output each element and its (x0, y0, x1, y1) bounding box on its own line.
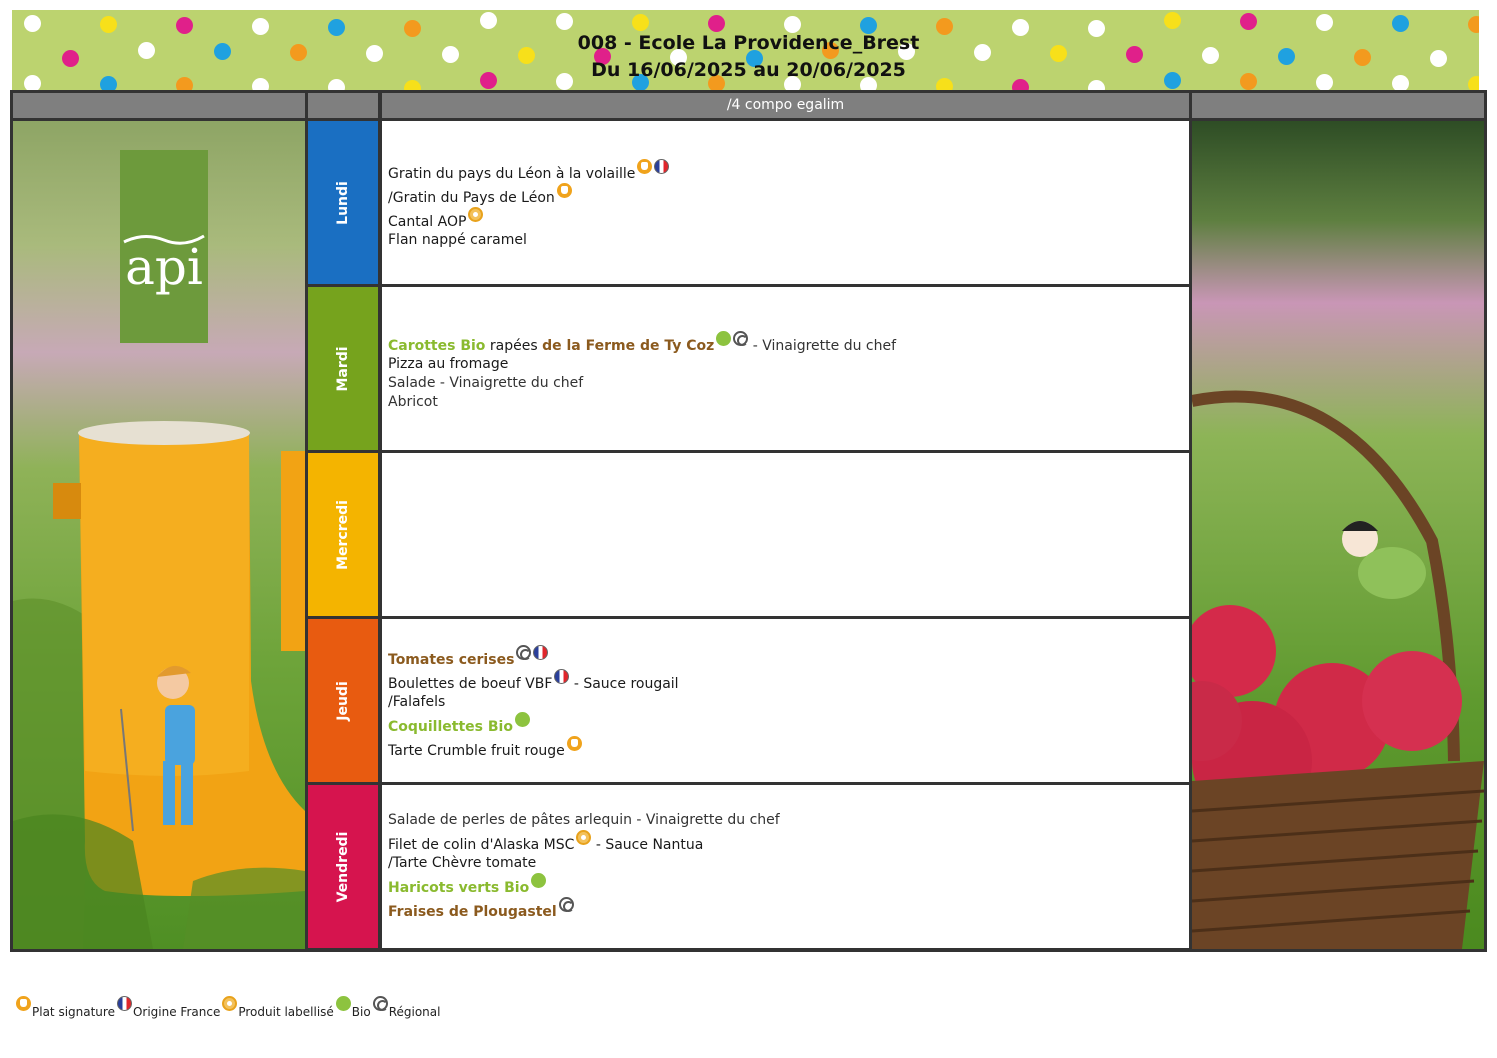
origine-france-icon (117, 996, 132, 1011)
bio-icon (716, 331, 731, 346)
menu-item (388, 693, 679, 712)
header-cell-left (13, 93, 305, 118)
menu-item-text: Flan nappé caramel (388, 232, 527, 248)
legend-item (373, 996, 441, 1019)
legend-item (222, 996, 333, 1019)
menu-item-text: de la Ferme de Ty Coz (542, 338, 715, 354)
day-label-jeudi (308, 619, 378, 782)
menu-item-text: Coquillettes Bio (388, 719, 513, 735)
menu-item (388, 355, 896, 374)
menu-item-text: Carottes Bio (388, 338, 486, 354)
menu-item-text: Tomates cerises (388, 652, 515, 668)
banner-dot (1164, 12, 1181, 29)
menu-item-text: - Sauce rougail (569, 676, 679, 692)
api-logo (120, 150, 208, 343)
menu-item (388, 712, 679, 736)
logo-text: api (125, 238, 203, 296)
regional-icon (516, 645, 531, 660)
legend-item (336, 996, 371, 1019)
menu-item-text: Salade - Vinaigrette du chef (388, 375, 584, 391)
menu-item (388, 331, 896, 355)
menu-item-text: /Falafels (388, 694, 446, 710)
menu-list (388, 645, 679, 760)
menu-list (388, 159, 669, 250)
apple-basket-illustration (1192, 121, 1484, 949)
menu-item-text: /Tarte Chèvre tomate (388, 855, 537, 871)
menu-cell-mardi (382, 287, 1189, 450)
day-label-lundi (308, 121, 378, 284)
plat-signature-icon (557, 183, 572, 198)
menu-cell-vendredi (382, 785, 1189, 948)
menu-item (388, 374, 896, 393)
day-name: Vendredi (335, 831, 351, 902)
menu-item-text: - Sauce Nantua (591, 837, 704, 853)
produit-labellise-icon (222, 996, 237, 1011)
regional-icon (373, 996, 388, 1011)
menu-item (388, 854, 780, 873)
origine-france-icon (554, 669, 569, 684)
bio-icon (531, 873, 546, 888)
day-name: Jeudi (335, 680, 351, 721)
legend-label: Régional (388, 1005, 441, 1019)
banner-dot (556, 13, 573, 30)
menu-item-text: Gratin du pays du Léon à la volaille (388, 166, 636, 182)
origine-france-icon (654, 159, 669, 174)
menu-cell-jeudi (382, 619, 1189, 782)
day-label-mardi (308, 287, 378, 450)
menu-item (388, 159, 669, 183)
school-title: 008 - Ecole La Providence_Brest (577, 32, 920, 54)
day-label-mercredi (308, 453, 378, 616)
menu-item-text: Salade de perles de pâtes arlequin - Vinaigrette du chef (388, 812, 780, 828)
banner-dot (1316, 14, 1333, 31)
day-label-vendredi (308, 785, 378, 948)
menu-cell-mercredi (382, 453, 1189, 616)
day-name: Mardi (335, 345, 351, 392)
banner-dot (480, 12, 497, 29)
menu-item-text: rapées (485, 338, 543, 354)
legend-label: Bio (351, 1005, 371, 1019)
menu-item-text: /Gratin du Pays de Léon (388, 190, 555, 206)
menu-item (388, 393, 896, 412)
bio-icon (336, 996, 351, 1011)
legend (16, 996, 442, 1019)
menu-item (388, 873, 780, 897)
menu-item (388, 830, 780, 854)
menu-list (388, 811, 780, 921)
menu-item (388, 736, 679, 760)
regional-icon (559, 897, 574, 912)
origine-france-icon (533, 645, 548, 660)
date-range: Du 16/06/2025 au 20/06/2025 (591, 59, 906, 81)
menu-item-text: Tarte Crumble fruit rouge (388, 743, 565, 759)
menu-item (388, 669, 679, 693)
boot-photo (13, 121, 305, 949)
bio-icon (515, 712, 530, 727)
legend-label: Produit labellisé (238, 1005, 334, 1019)
day-name: Mercredi (335, 499, 351, 570)
header-cell-day (308, 93, 378, 118)
menu-item-text: - Vinaigrette du chef (748, 338, 897, 354)
produit-labellise-icon (576, 830, 591, 845)
menu-item-text: Haricots verts Bio (388, 880, 530, 896)
legend-label: Plat signature (32, 1005, 115, 1019)
regional-icon (733, 331, 748, 346)
menu-item-text: Boulettes de boeuf VBF (388, 676, 553, 692)
banner-dot (1240, 13, 1257, 30)
menu-item (388, 207, 669, 231)
legend-item (16, 996, 115, 1019)
produit-labellise-icon (468, 207, 483, 222)
menu-item (388, 811, 780, 830)
menu-item (388, 645, 679, 669)
banner-dot (632, 14, 649, 31)
column-header: /4 compo egalim (382, 93, 1189, 118)
page-title (0, 30, 1497, 84)
plat-signature-icon (567, 736, 582, 751)
menu-item (388, 183, 669, 207)
menu-item (388, 897, 780, 921)
menu-item-text: Abricot (388, 394, 438, 410)
menu-cell-lundi (382, 121, 1189, 284)
menu-item-text: Cantal AOP (388, 214, 467, 230)
menu-item-text: Pizza au fromage (388, 356, 509, 372)
apple-basket-photo (1192, 121, 1484, 949)
legend-item (117, 996, 220, 1019)
header-cell-right (1192, 93, 1484, 118)
menu-item-text: Filet de colin d'Alaska MSC (388, 837, 575, 853)
legend-label: Origine France (132, 1005, 221, 1019)
plat-signature-icon (16, 996, 31, 1011)
menu-item (388, 231, 669, 250)
plat-signature-icon (637, 159, 652, 174)
menu-item-text: Fraises de Plougastel (388, 904, 557, 920)
day-name: Lundi (335, 180, 351, 225)
menu-list (388, 331, 896, 412)
